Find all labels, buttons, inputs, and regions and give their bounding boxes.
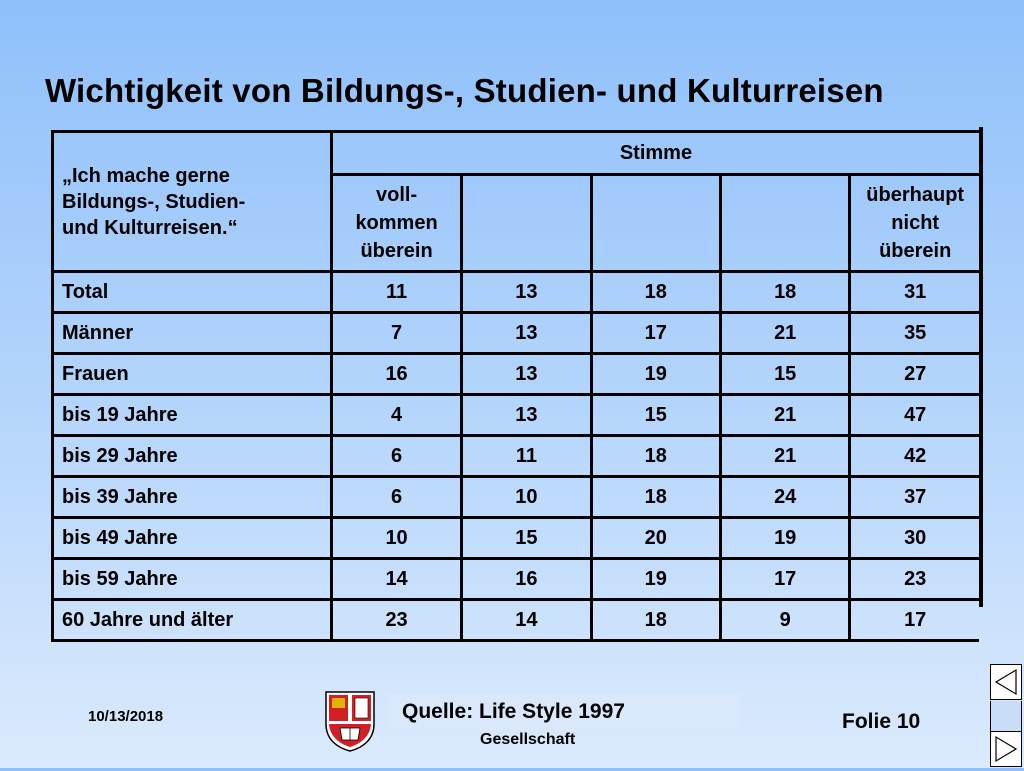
slide-title: Wichtigkeit von Bildungs-, Studien- und Kulturreisen — [45, 72, 884, 109]
table-cell: 35 — [850, 313, 979, 354]
table-cell: 6 — [331, 436, 461, 477]
col-header-2 — [462, 175, 591, 272]
table-cell: 15 — [591, 395, 720, 436]
table-cell: 21 — [721, 313, 850, 354]
col-header-line: voll- — [376, 184, 418, 206]
table-cell: 18 — [591, 600, 720, 641]
table-cell: 21 — [721, 436, 850, 477]
row-label: bis 49 Jahre — [53, 518, 332, 559]
triangle-left-icon — [991, 665, 1021, 699]
triangle-right-icon — [991, 732, 1021, 766]
table-cell: 11 — [462, 436, 591, 477]
table-cell: 13 — [462, 313, 591, 354]
row-label: Männer — [53, 313, 332, 354]
table-cell: 19 — [591, 354, 720, 395]
col-header-line: kommen — [355, 212, 438, 234]
col-header-line: nicht — [891, 212, 940, 234]
table-cell: 18 — [591, 272, 720, 313]
table-cell: 20 — [591, 518, 720, 559]
table-row — [53, 272, 980, 313]
footer-subtitle: Gesellschaft — [480, 731, 576, 748]
table-cell: 24 — [721, 477, 850, 518]
table-cell: 16 — [331, 354, 461, 395]
table-cell: 17 — [850, 600, 979, 641]
table-cell: 18 — [591, 436, 720, 477]
table-cell: 18 — [721, 272, 850, 313]
row-label: bis 19 Jahre — [53, 395, 332, 436]
table-cell: 13 — [462, 395, 591, 436]
university-logo-icon — [322, 688, 378, 752]
next-slide-button[interactable] — [990, 731, 1022, 767]
table-cell: 19 — [721, 518, 850, 559]
table-row — [53, 559, 980, 600]
table-cell: 10 — [331, 518, 461, 559]
survey-table — [51, 130, 979, 642]
table-cell: 13 — [462, 272, 591, 313]
table-cell: 15 — [462, 518, 591, 559]
table-cell: 10 — [462, 477, 591, 518]
table-cell: 30 — [850, 518, 979, 559]
table-cell: 13 — [462, 354, 591, 395]
question-line: „Ich mache gerne — [62, 164, 230, 187]
previous-slide-button[interactable] — [990, 664, 1022, 700]
table-cell: 37 — [850, 477, 979, 518]
table-row — [53, 518, 980, 559]
col-header-3 — [591, 175, 720, 272]
col-header-1 — [331, 175, 461, 272]
col-header-4 — [721, 175, 850, 272]
table-cell: 9 — [721, 600, 850, 641]
table-cell: 23 — [331, 600, 461, 641]
table-cell: 17 — [591, 313, 720, 354]
question-line: und Kulturreisen.“ — [62, 216, 238, 239]
footer-date: 10/13/2018 — [88, 708, 164, 725]
row-label: bis 59 Jahre — [53, 559, 332, 600]
col-header-line: überhaupt — [866, 184, 965, 206]
table-cell: 27 — [850, 354, 979, 395]
group-header-stimme: Stimme — [331, 132, 979, 175]
col-header-line: überein — [879, 240, 952, 262]
row-label: Frauen — [53, 354, 332, 395]
table-cell: 14 — [462, 600, 591, 641]
table-row — [53, 600, 980, 641]
row-label: bis 29 Jahre — [53, 436, 332, 477]
table-cell: 47 — [850, 395, 979, 436]
slide-number: Folie 10 — [842, 710, 921, 733]
nav-separator — [990, 701, 1022, 731]
table-cell: 18 — [591, 477, 720, 518]
col-header-5 — [850, 175, 979, 272]
row-label: bis 39 Jahre — [53, 477, 332, 518]
question-line: Bildungs-, Studien- — [62, 190, 246, 213]
row-label: 60 Jahre und älter — [53, 600, 332, 641]
table-cell: 7 — [331, 313, 461, 354]
table-cell: 19 — [591, 559, 720, 600]
table-cell: 4 — [331, 395, 461, 436]
table-row — [53, 436, 980, 477]
table-cell: 17 — [721, 559, 850, 600]
row-label: Total — [53, 272, 332, 313]
table-cell: 23 — [850, 559, 979, 600]
table-cell: 42 — [850, 436, 979, 477]
table-cell: 31 — [850, 272, 979, 313]
table-row — [53, 395, 980, 436]
question-cell — [53, 132, 332, 272]
table-cell: 14 — [331, 559, 461, 600]
table-right-border — [979, 127, 983, 607]
source-text: Quelle: Life Style 1997 — [402, 700, 625, 723]
table-row — [53, 313, 980, 354]
col-header-line: überein — [360, 240, 433, 262]
table-cell: 6 — [331, 477, 461, 518]
table-cell: 16 — [462, 559, 591, 600]
table-row — [53, 477, 980, 518]
table-row — [53, 354, 980, 395]
table-cell: 11 — [331, 272, 461, 313]
table-cell: 15 — [721, 354, 850, 395]
table-cell: 21 — [721, 395, 850, 436]
